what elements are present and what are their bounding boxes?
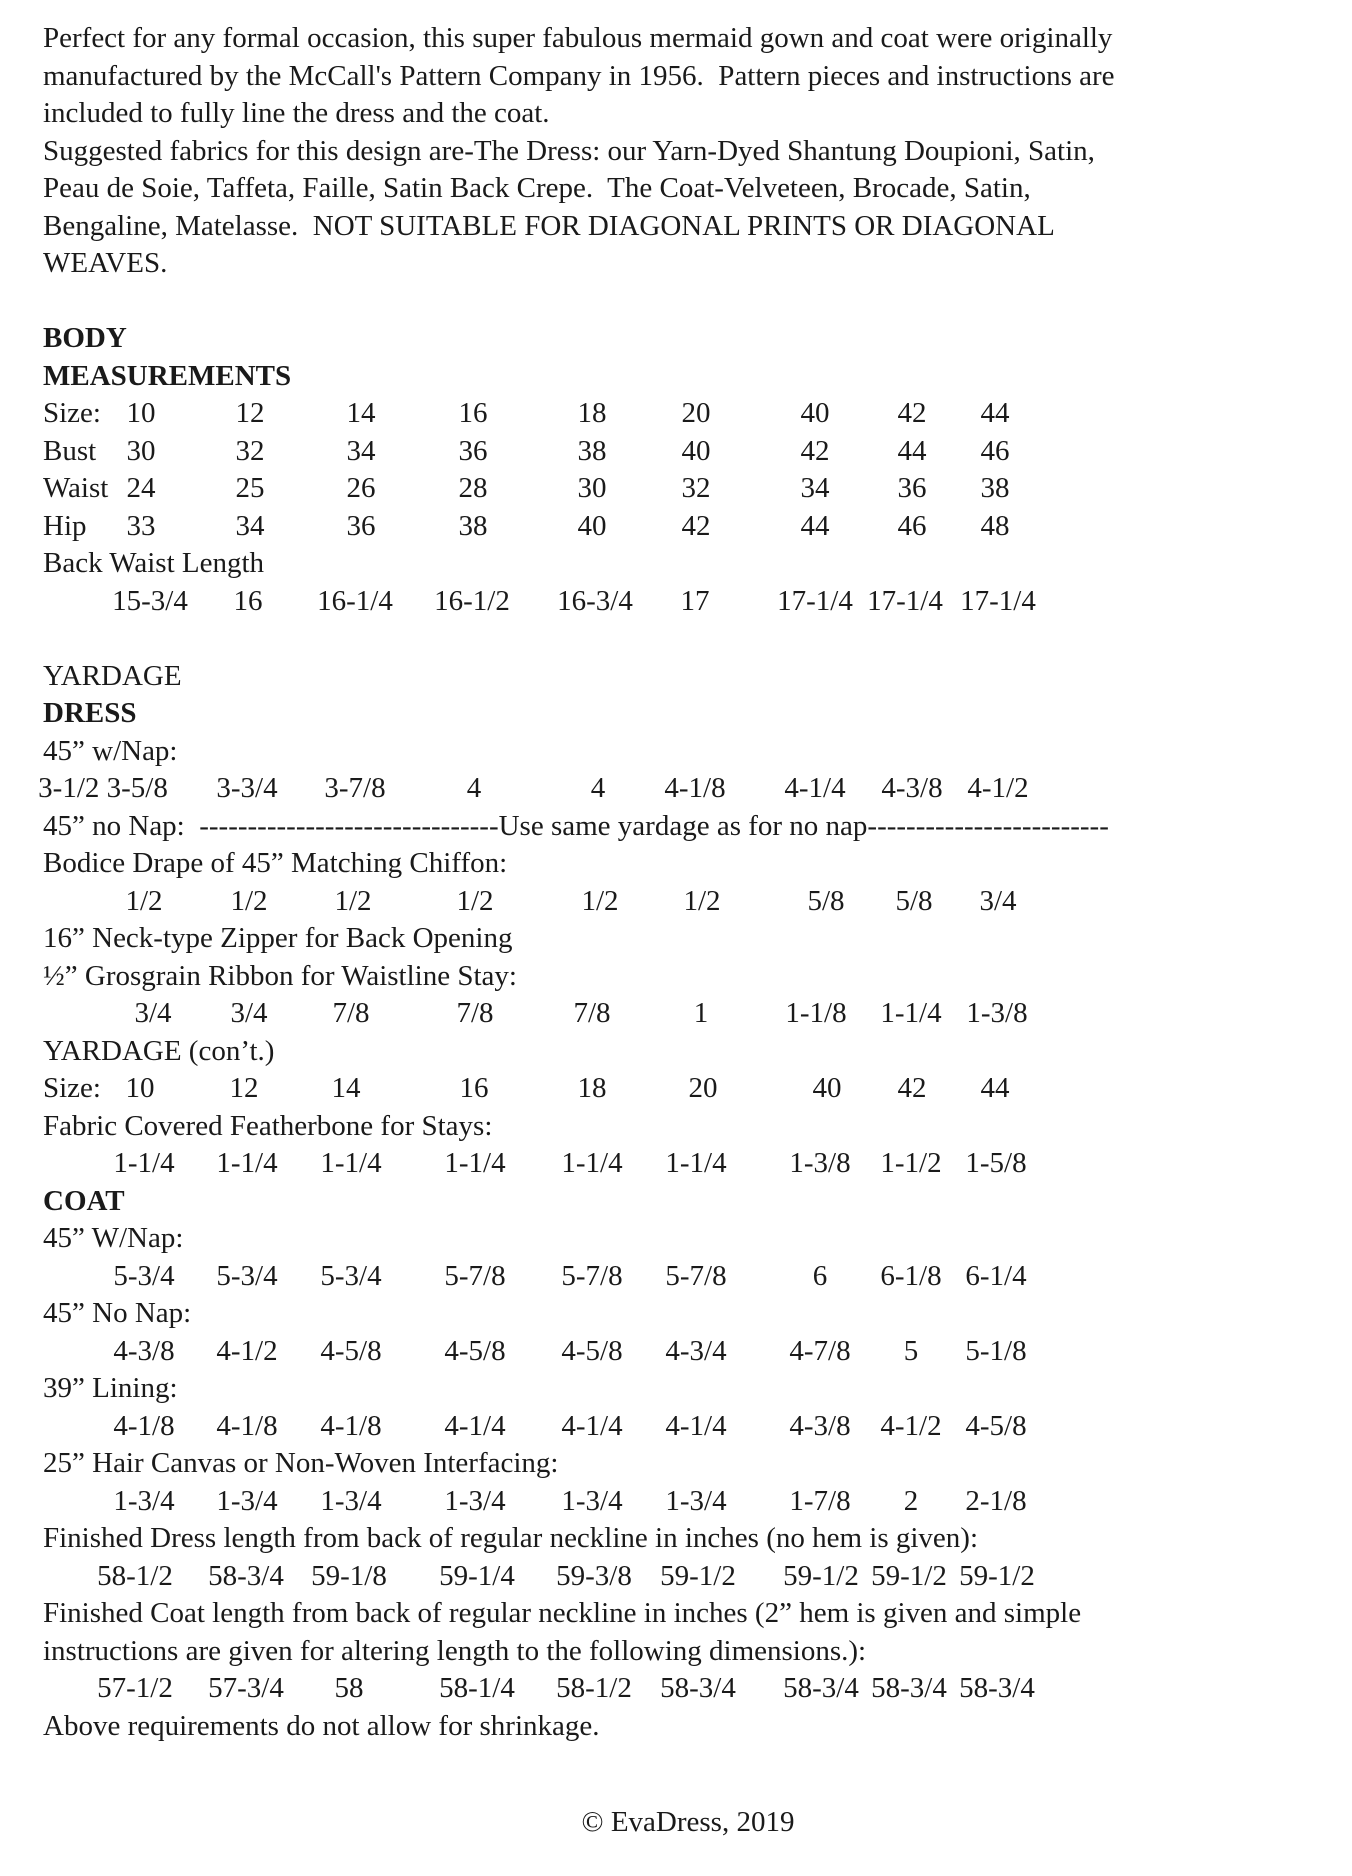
table-cell: 5/8 [807, 884, 845, 917]
measurements-heading: MEASUREMENTS [43, 359, 292, 392]
table-cell: 4-5/8 [444, 1334, 506, 1367]
table-cell: 26 [346, 472, 376, 504]
table-cell: 34 [235, 509, 265, 542]
table-cell: 46 [897, 509, 927, 542]
table-cell: 3/4 [979, 884, 1017, 917]
coat-nap-row [43, 1258, 1333, 1296]
table-cell: 7/8 [332, 997, 370, 1029]
table-cell: 32 [235, 434, 265, 467]
dress-nap-label: 45” w/Nap: [43, 734, 178, 767]
bust-row [43, 433, 1333, 471]
table-cell: 44 [980, 1072, 1010, 1104]
table-cell: 1-3/4 [216, 1484, 278, 1517]
table-cell: 40 [800, 397, 830, 429]
dress-no-nap-line: 45” no Nap: -------------------------------Use same yardage as for no nap------------------------- [43, 809, 1109, 842]
table-cell: 1-1/4 [320, 1147, 382, 1179]
table-cell: 4-5/8 [561, 1334, 623, 1367]
table-cell: 17-1/4 [960, 584, 1036, 617]
table-cell: 5-7/8 [665, 1259, 727, 1292]
table-cell: 16 [233, 584, 263, 617]
table-cell: 7/8 [573, 997, 611, 1029]
table-cell: 1-1/4 [113, 1147, 175, 1179]
table-cell: 2-1/8 [965, 1484, 1027, 1517]
table-cell: 42 [800, 434, 830, 467]
table-cell: 1-3/8 [789, 1147, 851, 1179]
table-cell: 58-1/2 [556, 1672, 632, 1704]
table-cell: 58-1/4 [439, 1672, 515, 1704]
table-cell: 14 [346, 397, 376, 429]
shrinkage-note: Above requirements do not allow for shrinkage. [43, 1709, 600, 1742]
intro-line: Perfect for any formal occasion, this super fabulous mermaid gown and coat were originally [43, 22, 1113, 54]
table-cell: 6 [812, 1259, 828, 1292]
table-cell: 1-1/2 [880, 1147, 942, 1179]
lining-row [43, 1408, 1333, 1446]
back-waist-length-label: Back Waist Length [43, 547, 265, 579]
table-cell: 58 [334, 1672, 364, 1704]
featherbone-label: Fabric Covered Featherbone for Stays: [43, 1109, 493, 1142]
chiffon-label: Bodice Drape of 45” Matching Chiffon: [43, 847, 508, 879]
table-cell: 38 [458, 509, 488, 542]
table-cell: 25 [235, 472, 265, 504]
table-cell: 58-3/4 [660, 1672, 736, 1704]
table-cell: 1/2 [683, 884, 721, 917]
dress-nap-row [38, 770, 1333, 808]
table-cell: 58-1/2 [97, 1559, 173, 1592]
canvas-label: 25” Hair Canvas or Non-Woven Interfacing: [43, 1447, 559, 1479]
intro-line: WEAVES. [43, 247, 168, 279]
lining-label: 39” Lining: [43, 1372, 178, 1404]
intro-line: Bengaline, Matelasse. NOT SUITABLE FOR DIAGONAL PRINTS OR DIAGONAL [43, 209, 1055, 242]
table-cell: 59-1/2 [959, 1559, 1035, 1592]
table-cell: 28 [458, 472, 488, 504]
table-cell: 1-3/8 [966, 997, 1028, 1029]
table-cell: 42 [897, 397, 927, 429]
table-cell: 3/4 [230, 997, 268, 1029]
table-cell: 40 [577, 509, 607, 542]
table-cell: 1-1/8 [785, 997, 847, 1029]
table-cell: 42 [681, 509, 711, 542]
table-cell: 4-1/4 [784, 772, 846, 804]
table-cell: 4-1/4 [665, 1409, 727, 1442]
table-cell: 4-5/8 [320, 1334, 382, 1367]
table-cell: 4 [590, 772, 606, 804]
table-cell: 34 [346, 434, 376, 467]
table-cell: 16 [459, 1072, 489, 1104]
table-cell: 5-7/8 [444, 1259, 506, 1292]
yardage-size-row [43, 1070, 1333, 1108]
table-cell: 4-1/8 [113, 1409, 175, 1442]
waist-row [43, 470, 1333, 508]
coat-no-nap-row [43, 1333, 1333, 1371]
table-cell: 44 [980, 397, 1010, 429]
yardage-heading: YARDAGE [43, 659, 182, 692]
table-cell: 1/2 [334, 884, 372, 917]
table-cell: 48 [980, 509, 1010, 542]
table-cell: 59-3/8 [556, 1559, 632, 1592]
table-cell: 59-1/2 [871, 1559, 947, 1592]
table-cell: 4-3/8 [789, 1409, 851, 1442]
table-cell: 1/2 [230, 884, 268, 917]
table-cell: 10 [126, 397, 156, 429]
table-cell: 5-1/8 [965, 1334, 1027, 1367]
intro-paragraph [43, 20, 1333, 283]
intro-line: Peau de Soie, Taffeta, Faille, Satin Back Crepe. The Coat-Velveteen, Brocade, Satin, [43, 172, 1031, 204]
table-cell: 4-7/8 [789, 1334, 851, 1367]
table-cell: 1-5/8 [965, 1147, 1027, 1179]
table-cell: 12 [235, 397, 265, 429]
table-cell: 59-1/4 [439, 1559, 515, 1592]
table-cell: 14 [331, 1072, 361, 1104]
table-cell: 3-3/4 [216, 772, 278, 804]
table-cell: 4-1/8 [664, 772, 726, 804]
table-cell: 4-1/4 [444, 1409, 506, 1442]
table-cell: 1/2 [125, 884, 163, 917]
table-cell: 36 [346, 509, 376, 542]
table-cell: 58-3/4 [871, 1672, 947, 1704]
table-cell: 12 [229, 1072, 259, 1104]
coat-length-label: Finished Coat length from back of regular neckline in inches (2” hem is given and simple [43, 1597, 1082, 1629]
table-cell: 44 [800, 509, 830, 542]
table-cell: 4-3/8 [113, 1334, 175, 1367]
dress-heading: DRESS [43, 697, 137, 729]
featherbone-row [43, 1145, 1333, 1183]
table-cell: 16-1/4 [317, 584, 393, 617]
pattern-description-document [38, 20, 1333, 1838]
table-cell: 4-1/2 [216, 1334, 278, 1367]
table-cell: 40 [812, 1072, 842, 1104]
table-cell: 58-3/4 [208, 1559, 284, 1592]
table-cell: 5-7/8 [561, 1259, 623, 1292]
table-cell: 1-3/4 [320, 1484, 382, 1517]
table-cell: 3/4 [134, 997, 172, 1029]
table-cell: 4-5/8 [965, 1409, 1027, 1442]
table-cell: 5-3/4 [320, 1259, 382, 1292]
coat-length-label-cont: instructions are given for altering length to the following dimensions.): [43, 1634, 867, 1667]
table-cell: 1-1/4 [216, 1147, 278, 1179]
table-cell: 1 [693, 997, 709, 1029]
table-cell: 4-1/4 [561, 1409, 623, 1442]
size-label: Size: [43, 397, 101, 429]
table-cell: 33 [126, 509, 156, 542]
table-cell: 38 [980, 472, 1010, 504]
coat-length-row [43, 1670, 1333, 1708]
table-cell: 40 [681, 434, 711, 467]
table-cell: 34 [800, 472, 830, 504]
table-cell: 16-3/4 [557, 584, 633, 617]
table-cell: 20 [688, 1072, 718, 1104]
table-cell: 5 [903, 1334, 919, 1367]
ribbon-row [43, 995, 1333, 1033]
table-cell: 1/2 [456, 884, 494, 917]
coat-heading: COAT [43, 1184, 125, 1217]
table-cell: 1-3/4 [444, 1484, 506, 1517]
size-label: Size: [43, 1072, 101, 1104]
table-cell: 30 [577, 472, 607, 504]
table-cell: 4-1/8 [216, 1409, 278, 1442]
intro-line: included to fully line the dress and the coat. [43, 97, 550, 129]
table-cell: 7/8 [456, 997, 494, 1029]
table-cell: 36 [897, 472, 927, 504]
table-cell: 4-1/2 [880, 1409, 942, 1442]
table-cell: 32 [681, 472, 711, 504]
table-cell: 4-3/8 [881, 772, 943, 804]
chiffon-row [43, 883, 1333, 921]
table-cell: 16 [458, 397, 488, 429]
table-cell: 16-1/2 [434, 584, 510, 617]
table-cell: 15-3/4 [112, 584, 188, 617]
table-cell: 18 [577, 397, 607, 429]
table-cell: 59-1/8 [311, 1559, 387, 1592]
table-cell: 4 [466, 772, 482, 804]
table-cell: 1-3/4 [561, 1484, 623, 1517]
table-cell: 3-1/2 3-5/8 [38, 772, 168, 804]
waist-label: Waist [43, 472, 109, 504]
coat-nap-label: 45” W/Nap: [43, 1222, 184, 1254]
table-cell: 18 [577, 1072, 607, 1104]
table-cell: 20 [681, 397, 711, 429]
table-cell: 10 [125, 1072, 155, 1104]
intro-line: Suggested fabrics for this design are-The Dress: our Yarn-Dyed Shantung Doupioni, Satin, [43, 134, 1095, 167]
table-cell: 59-1/2 [660, 1559, 736, 1592]
table-cell: 4-1/8 [320, 1409, 382, 1442]
table-cell: 57-3/4 [208, 1672, 284, 1704]
table-cell: 17-1/4 [777, 584, 853, 617]
table-cell: 57-1/2 [97, 1672, 173, 1704]
table-cell: 44 [897, 434, 927, 467]
table-cell: 42 [897, 1072, 927, 1104]
table-cell: 5-3/4 [216, 1259, 278, 1292]
table-cell: 4-1/2 [967, 772, 1029, 804]
zipper-line: 16” Neck-type Zipper for Back Opening [43, 922, 513, 954]
table-cell: 1-1/4 [665, 1147, 727, 1179]
copyright-footer: © EvaDress, 2019 [581, 1806, 795, 1838]
table-cell: 58-3/4 [959, 1672, 1035, 1704]
table-cell: 58-3/4 [783, 1672, 859, 1704]
table-cell: 6-1/8 [880, 1259, 942, 1292]
canvas-row [43, 1483, 1333, 1521]
intro-line: manufactured by the McCall's Pattern Company in 1956. Pattern pieces and instructions are [43, 59, 1115, 92]
coat-no-nap-label: 45” No Nap: [43, 1297, 192, 1329]
table-cell: 38 [577, 434, 607, 467]
hip-row [43, 508, 1333, 546]
table-cell: 30 [126, 434, 156, 467]
table-cell: 4-3/4 [665, 1334, 727, 1367]
dress-length-label: Finished Dress length from back of regular neckline in inches (no hem is given): [43, 1522, 979, 1554]
table-cell: 1-3/4 [113, 1484, 175, 1517]
back-waist-length-row [43, 583, 1333, 621]
table-cell: 24 [126, 472, 156, 504]
table-cell: 6-1/4 [965, 1259, 1027, 1292]
table-cell: 1-7/8 [789, 1484, 851, 1517]
table-cell: 46 [980, 434, 1010, 467]
table-cell: 59-1/2 [783, 1559, 859, 1592]
table-cell: 1-1/4 [561, 1147, 623, 1179]
table-cell: 2 [903, 1484, 919, 1517]
table-cell: 1-3/4 [665, 1484, 727, 1517]
bust-label: Bust [43, 434, 97, 467]
table-cell: 1-1/4 [444, 1147, 506, 1179]
size-row [43, 395, 1333, 433]
body-heading: BODY [43, 322, 127, 354]
hip-label: Hip [43, 509, 87, 542]
table-cell: 1-1/4 [880, 997, 942, 1029]
table-cell: 17 [680, 584, 710, 617]
table-cell: 3-7/8 [324, 772, 386, 804]
table-cell: 1/2 [581, 884, 619, 917]
yardage-cont-heading: YARDAGE (con’t.) [43, 1034, 275, 1067]
dress-length-row [43, 1558, 1333, 1596]
table-cell: 5-3/4 [113, 1259, 175, 1292]
table-cell: 36 [458, 434, 488, 467]
table-cell: 17-1/4 [867, 584, 943, 617]
ribbon-label: ½” Grosgrain Ribbon for Waistline Stay: [43, 959, 517, 992]
table-cell: 5/8 [895, 884, 933, 917]
